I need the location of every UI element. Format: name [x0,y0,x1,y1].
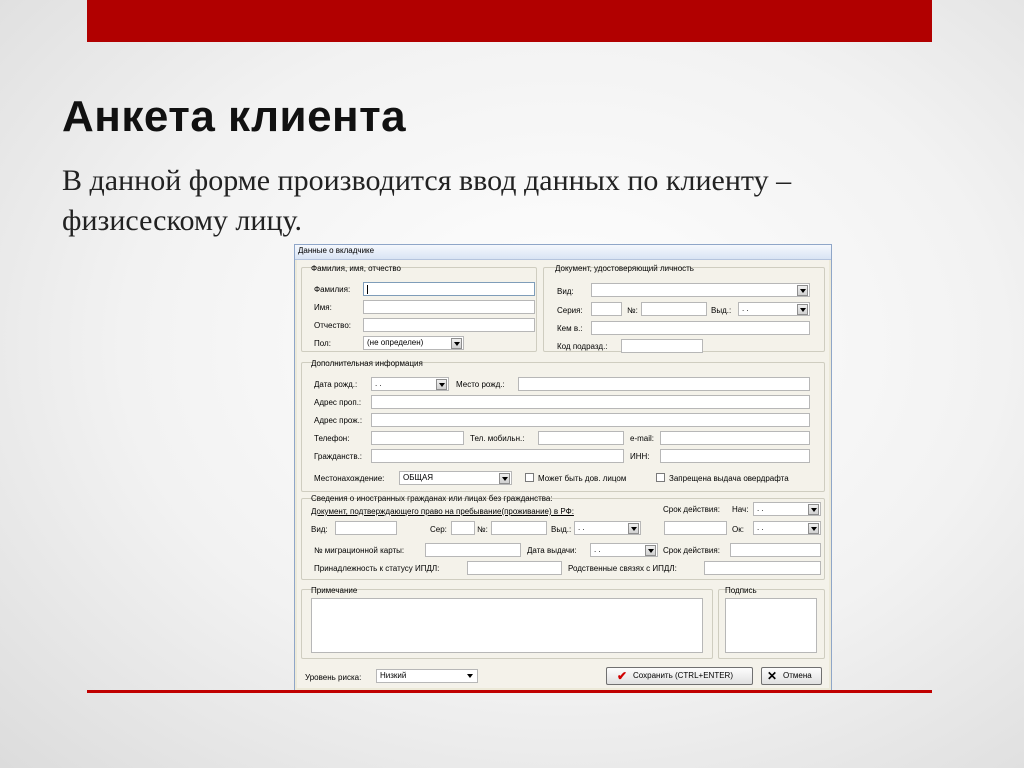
dob-value: . . [375,379,382,388]
chevron-down-icon[interactable] [797,304,808,315]
risk-label: Уровень риска: [305,673,362,682]
save-button[interactable] [606,667,753,685]
valid-to-date[interactable] [753,521,821,535]
doc-issued-date[interactable] [738,302,810,316]
citizenship-label: Гражданств.: [314,452,363,461]
trustee-checkbox[interactable] [525,473,534,482]
overdraft-checkbox[interactable] [656,473,665,482]
chevron-down-icon[interactable] [797,285,808,296]
chevron-down-icon[interactable] [808,523,819,534]
foreign-type-label: Вид: [311,525,328,534]
slide-title: Анкета клиента [62,92,407,141]
ipdl-relations-input[interactable] [704,561,821,575]
doc-code-input[interactable] [621,339,703,353]
patronymic-label: Отчество: [314,321,351,330]
migration-card-label: № миграционной карты: [314,546,405,555]
chevron-down-icon[interactable] [436,379,447,390]
name-input[interactable] [363,300,535,314]
chevron-down-icon[interactable] [467,674,473,678]
slide-bottom-line [87,690,932,693]
location-value: ОБЩАЯ [403,473,434,482]
slide-description: В данной форме производится ввод данных по клиенту – физисескому лицу. [62,164,792,237]
validity-label: Срок действия: [663,505,720,514]
reg-address-label: Адрес проп.: [314,398,362,407]
save-label: Сохранить (CTRL+ENTER) [633,671,733,680]
residence-doc-label: Документ, подтверждающего право на пребывание(проживание) в РФ: [311,507,574,516]
surname-input[interactable] [363,282,535,296]
patronymic-input[interactable] [363,318,535,332]
mobile-label: Тел. мобильн.: [470,434,525,443]
risk-value: Низкий [380,671,407,680]
inn-label: ИНН: [630,452,650,461]
ipdl-status-input[interactable] [467,561,562,575]
sex-label: Пол: [314,339,331,348]
phone-input[interactable] [371,431,464,445]
foreign-issued-value: . . [578,523,585,532]
checkmark-icon: ✔ [617,669,628,683]
trustee-label: Может быть дов. лицом [538,474,627,483]
surname-label: Фамилия: [314,285,351,294]
note-legend: Примечание [311,586,358,595]
valid-from-value: . . [757,504,764,513]
validity-extra-input[interactable] [664,521,727,535]
text-caret [367,285,368,294]
email-input[interactable] [660,431,810,445]
additional-info-legend: Дополнительная информация [311,359,423,368]
location-select[interactable] [399,471,512,485]
doc-series-input[interactable] [591,302,622,316]
chevron-down-icon[interactable] [645,545,656,556]
sex-select[interactable] [363,336,464,350]
location-label: Местонахождение: [314,474,385,483]
pob-input[interactable] [518,377,810,391]
window-titlebar[interactable] [295,245,831,260]
migration-card-input[interactable] [425,543,521,557]
chevron-down-icon[interactable] [499,473,510,484]
dob-date[interactable] [371,377,449,391]
name-label: Имя: [314,303,332,312]
citizenship-input[interactable] [371,449,624,463]
valid-from-date[interactable] [753,502,821,516]
mobile-input[interactable] [538,431,624,445]
foreign-issued-date[interactable] [574,521,641,535]
cancel-label: Отмена [783,671,812,680]
doc-number-label: №: [627,306,638,315]
foreign-citizens-legend: Сведения о иностранных гражданах или лицах без гражданства: [311,494,553,503]
doc-number-input[interactable] [641,302,707,316]
foreign-type-input[interactable] [335,521,397,535]
ipdl-status-label: Принадлежность к статусу ИПДЛ: [314,564,440,573]
foreign-issued-label: Выд.: [551,525,572,534]
doc-issuer-label: Кем в.: [557,324,583,333]
live-address-input[interactable] [371,413,810,427]
overdraft-label: Запрещена выдача овердрафта [669,474,789,483]
cancel-button[interactable] [761,667,822,685]
validity2-label: Срок действия: [663,546,720,555]
ipdl-relations-label: Родственные связях с ИПДЛ: [568,564,677,573]
issue-date-select[interactable] [590,543,658,557]
valid-from-label: Нач: [732,505,749,514]
pob-label: Место рожд.: [456,380,505,389]
chevron-down-icon[interactable] [628,523,639,534]
foreign-number-label: №: [477,525,488,534]
window-title: Данные о вкладчике [298,246,375,255]
id-document-legend: Документ, удостоверяющий личность [555,264,694,273]
note-textarea[interactable] [311,598,703,653]
valid-to-label: Ок: [732,525,744,534]
doc-issuer-input[interactable] [591,321,810,335]
dob-label: Дата рожд.: [314,380,358,389]
slide-top-bar [87,0,932,42]
chevron-down-icon[interactable] [808,504,819,515]
risk-select[interactable] [376,669,478,683]
foreign-series-input[interactable] [451,521,475,535]
sex-value: (не определен) [367,338,424,347]
foreign-number-input[interactable] [491,521,547,535]
close-icon: ✕ [767,669,778,683]
foreign-series-label: Сер: [430,525,447,534]
reg-address-input[interactable] [371,395,810,409]
form-body [297,260,829,688]
doc-issued-label: Выд.: [711,306,732,315]
live-address-label: Адрес прож.: [314,416,363,425]
validity2-input[interactable] [730,543,821,557]
issue-date-label: Дата выдачи: [527,546,577,555]
email-label: e-mail: [630,434,655,443]
inn-input[interactable] [660,449,810,463]
doc-type-label: Вид: [557,287,574,296]
client-form-window [294,244,832,691]
issue-date-value: . . [594,545,601,554]
doc-code-label: Код подразд.: [557,342,608,351]
signature-box[interactable] [725,598,817,653]
doc-type-select[interactable] [591,283,810,297]
phone-label: Телефон: [314,434,350,443]
fio-legend: Фамилия, имя, отчество [311,264,401,273]
signature-legend: Подпись [725,586,757,595]
doc-issued-value: . . [742,304,749,313]
valid-to-value: . . [757,523,764,532]
chevron-down-icon[interactable] [451,338,462,349]
doc-series-label: Серия: [557,306,583,315]
